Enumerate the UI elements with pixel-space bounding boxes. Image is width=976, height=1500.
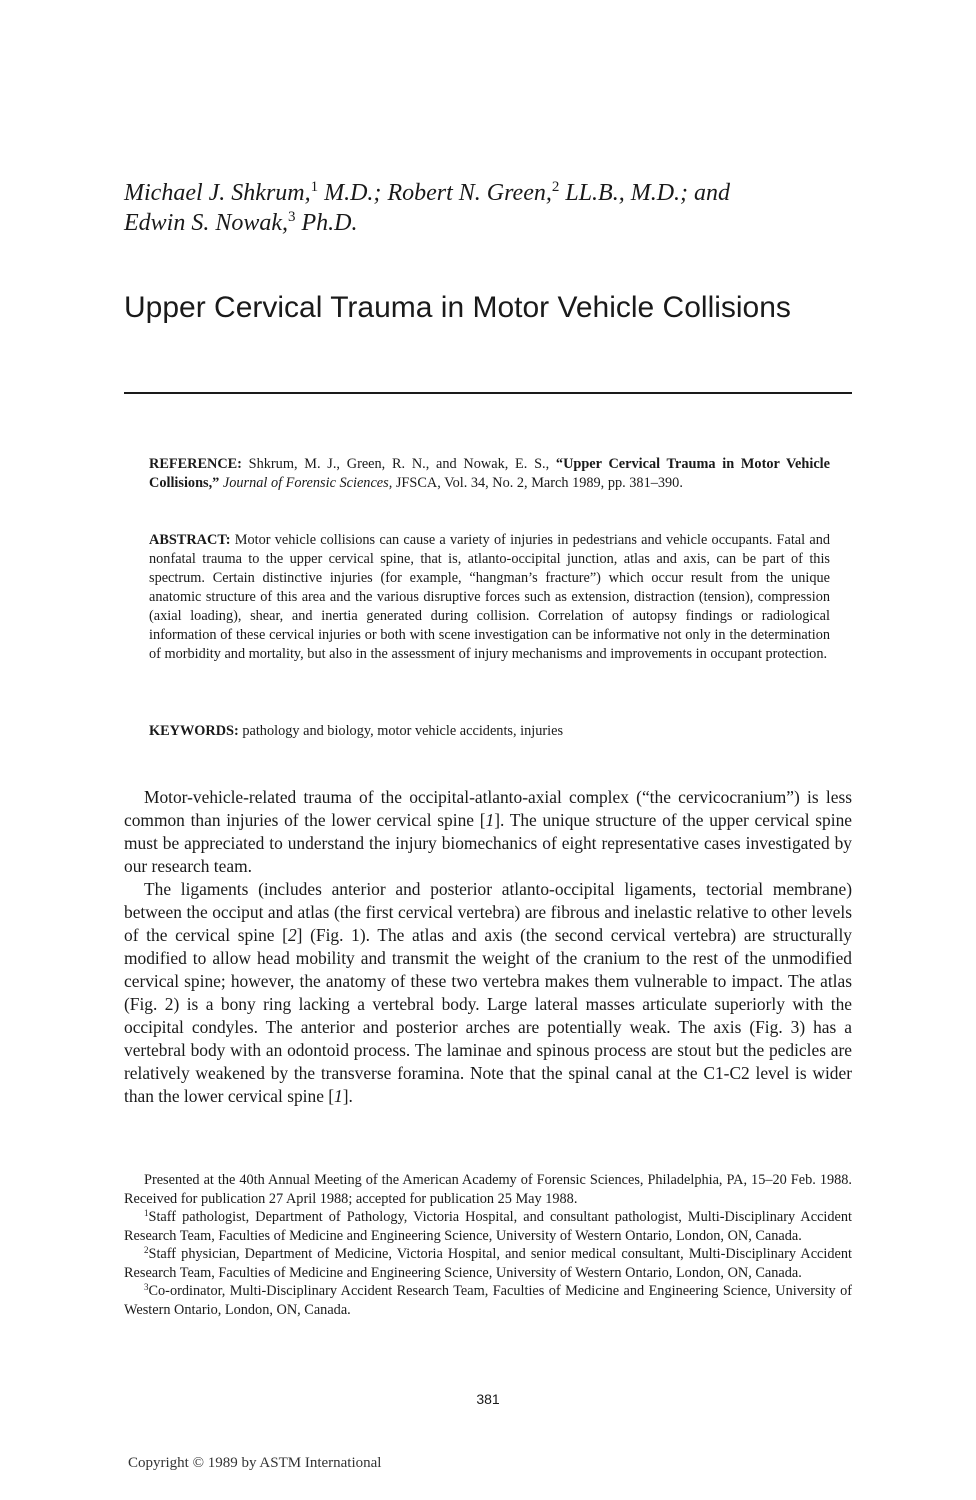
reference-journal: Journal of Forensic Sciences, [222,475,393,491]
author-name: Robert N. Green, [387,180,552,206]
reference-authors: Shkrum, M. J., Green, R. N., and Nowak, E. S., [241,456,556,472]
abstract-label: ABSTRACT: [149,532,231,548]
keywords-text: pathology and biology, motor vehicle accidents, injuries [238,723,564,739]
affiliation-mark: 3 [288,209,296,225]
footnote-presented: Presented at the 40th Annual Meeting of the American Academy of Forensic Sciences, Philadelphia, PA, 15–20 Feb. 1988. Received for publication 27 April 1988; accepted for publication 25 May 1988. [124,1172,852,1207]
author-name: Michael J. Shkrum, [124,180,311,206]
citation-ref: 2 [287,925,297,945]
author-name: Edwin S. Nowak, [124,210,289,236]
paper-title: Upper Cervical Trauma in Motor Vehicle Collisions [124,291,791,324]
footnote-text: Staff pathologist, Department of Pathology, Victoria Hospital, and consultant pathologist, Multi-Disciplinary Accident Research Team, Faculties of Medicine and Engineering Science, University of Western Ontario, London, ON, Canada. [124,1209,852,1244]
footnote [124,1208,852,1245]
citation-ref: 1 [485,810,495,830]
affiliation-mark: 2 [551,179,560,195]
title-divider [124,392,852,394]
author-degree: M.D.; [318,180,388,206]
citation-ref: 1 [334,1086,343,1106]
abstract-text: Motor vehicle collisions can cause a variety of injuries in pedestrians and vehicle occupants. Fatal and nonfatal trauma to the upper cervical spine, that is, atlanto-occipital junction, atlas and axis, can be part of this spectrum. Certain distinctive injuries (for example, “hangman’s fracture”) which occur result from the unique anatomic structure of this area and the various disruptive forces such as extension, distraction (tension), compression (axial loading), shear, and inertia generated during collision. Correlation of autopsy findings or radiological information of these cervical injuries or both with scene investigation can be informative not only in the determination of morbidity and mortality, but also in the assessment of injury mechanisms and improvements in occupant protection. [149,532,830,662]
reference-details: JFSCA, Vol. 34, No. 2, March 1989, pp. 381–390. [392,475,683,491]
author-degree: Ph.D. [295,210,358,236]
keywords-label: KEYWORDS: [149,723,239,739]
footnote-text: Co-ordinator, Multi-Disciplinary Accident Research Team, Faculties of Medicine and Engineering Science, University of Western Ontario, London, ON, Canada. [124,1283,852,1318]
reference-citation [149,455,830,493]
body-text-run: Motor-vehicle-related trauma of the occipital-atlanto-axial complex (“the cervicocranium”) is less common than injuries of the lower cervical spine [ [124,787,852,830]
page-number: 381 [476,1391,500,1407]
footnote [124,1245,852,1282]
footnote [124,1282,852,1319]
footnote-mark: 2 [144,1245,149,1255]
footnote-text: Staff physician, Department of Medicine, Victoria Hospital, and senior medical consultant, Multi-Disciplinary Accident Research Team, Faculties of Medicine and Engineering Science, University of Western Ontario, London, ON, Canada. [124,1246,852,1281]
footnotes [124,1171,852,1319]
body-text-run: ]. The unique structure of the upper cervical spine must be appreciated to understand the injury biomechanics of eight representative cases investigated by our research team. [124,810,852,876]
footnote-mark: 1 [144,1208,149,1218]
body-text-run: ] (Fig. 1). The atlas and axis (the second cervical vertebra) are structurally modified to allow head mobility and transmit the weight of the cranium to the rest of the unmodified cervical spine; however, the anatomy of these two vertebra makes them vulnerable to impact. The atlas (Fig. 2) is a bony ring lacking a vertebral body. Large lateral masses articulate superiorly with the occipital condyles. The anterior and posterior arches are potentially weak. The axis (Fig. 3) has a vertebral body with an odontoid process. The laminae and spinous process are stout but the pedicles are relatively weakened by the transverse foramina. Note that the spinal canal at the C1-C2 level is wider than the lower cervical spine [ [124,925,852,1106]
reference-label: REFERENCE: [149,456,242,472]
reference-article-title: “Upper Cervical Trauma in Motor Vehicle Collisions,” [149,456,830,491]
affiliation-mark: 1 [310,179,319,195]
author-degree: LL.B., M.D.; and [559,180,731,206]
body-paragraph [124,878,852,1108]
abstract [149,531,830,664]
body-text-run: The ligaments (includes anterior and posterior atlanto-occipital ligaments, tectorial membrane) between the occiput and atlas (the first cervical vertebra) are fibrous and inelastic relative to other levels of the cervical spine [ [124,879,852,945]
body-text-run: ]. [342,1086,353,1106]
body-paragraph [124,786,852,878]
copyright-notice: Copyright © 1989 by ASTM International [128,1455,382,1471]
author-list [124,178,864,238]
body-text [124,786,852,1108]
footnote-mark: 3 [144,1282,149,1292]
keywords [149,722,830,741]
